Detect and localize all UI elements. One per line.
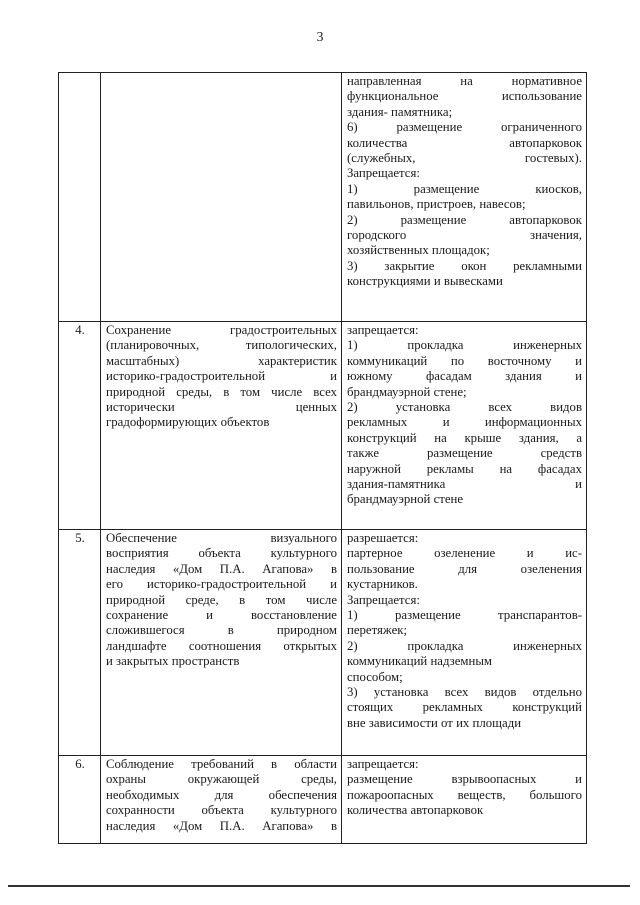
requirement-name-line: Сохранение градостроительных [106, 323, 337, 337]
regulation-text-line: 1) размещение транспарантов- [347, 608, 582, 623]
regulation-text-line: количества автопарковок [347, 135, 582, 150]
regulation-text-line: 2) размещение автопарковок [347, 212, 582, 227]
requirement-name-line: историко-градостроительной и [106, 369, 337, 384]
regulation-text-line: кустарников. [347, 577, 418, 592]
regulation-text-line: Запрещается: [347, 166, 420, 181]
regulation-text-line: южному фасадам здания и [347, 369, 582, 384]
requirement-name-line: восприятия объекта культурного [106, 546, 337, 561]
regulation-text-line: запрещается: [347, 323, 419, 337]
regulation-text-line: 1) размещение киосков, [347, 181, 582, 196]
requirement-name-line: необходимых для обеспечения [106, 787, 337, 802]
regulation-text-line: конструкций на крыше здания, а [347, 430, 582, 445]
requirement-name-line: сохранности объекта культурного [106, 803, 337, 818]
regulation-text-line: размещение взрывоопасных и [347, 772, 582, 787]
regulation-text-line: количества автопарковок [347, 803, 484, 818]
requirement-name-line: Обеспечение визуального [106, 531, 337, 545]
requirement-name-line: сложившегося в природном [106, 623, 337, 638]
regulation-text-line: рекламных и информационных [347, 415, 582, 430]
regulation-text-line: брандмауэрной стене; [347, 384, 467, 399]
regulation-text [342, 322, 587, 530]
regulation-text-line: партерное озеленение и ис- [347, 546, 582, 561]
regulation-text-line: 2) прокладка инженерных [347, 638, 582, 653]
regulation-text-line: Запрещается: [347, 592, 420, 607]
regulation-text-line: 2) установка всех видов [347, 400, 582, 415]
regulation-text-line: (служебных, гостевых). [347, 151, 582, 166]
requirement-name [101, 73, 342, 322]
table-row [59, 756, 587, 844]
regulation-text-line: пожароопасных веществ, большого [347, 787, 582, 802]
regulation-text [342, 530, 587, 756]
requirement-name-line: ландшафте соотношения открытых [106, 638, 337, 653]
requirement-name-line: градоформирующих объектов [106, 415, 270, 430]
regulation-text-line: 6) размещение ограниченного [347, 120, 582, 135]
table-row [59, 530, 587, 756]
row-number: 6. [59, 756, 101, 844]
requirement-name-line: его историко-градостроительной и [106, 577, 337, 592]
regulation-text-line: городского значения, [347, 228, 582, 243]
regulation-text-line: 3) установка всех видов отдельно [347, 685, 582, 700]
requirement-name-line: природной среды, в том числе всех [106, 384, 337, 399]
regulation-text-line: вне зависимости от их площади [347, 715, 522, 730]
row-number: 5. [59, 530, 101, 756]
regulation-text-line: перетяжек; [347, 623, 408, 638]
requirement-name-line: Соблюдение требований в области [106, 757, 337, 771]
regulation-text [342, 756, 587, 844]
regulation-text-line: коммуникаций по восточному и [347, 353, 582, 368]
requirement-name-line: сохранение и восстановление [106, 608, 337, 623]
requirement-name [101, 322, 342, 530]
requirement-name-line: масштабных) характеристик [106, 353, 337, 368]
regulation-text-line: наружной рекламы на фасадах [347, 461, 582, 476]
requirement-name-line: природной среде, в том числе [106, 592, 337, 607]
requirement-name-line: (планировочных, типологических, [106, 338, 337, 353]
row-number: 4. [59, 322, 101, 530]
regulation-text-line: 1) прокладка инженерных [347, 338, 582, 353]
regulations-table [58, 72, 587, 844]
regulation-text-line: функциональное использование [347, 89, 582, 104]
regulation-text-line: брандмауэрной стене [347, 492, 464, 507]
row-number [59, 73, 101, 322]
regulation-text-line: 3) закрытие окон рекламными [347, 258, 582, 273]
regulation-text-line: хозяйственных площадок; [347, 243, 490, 258]
regulation-text-line: здания-памятника и [347, 477, 582, 492]
requirement-name-line: наследия «Дом П.А. Агапова» в [106, 561, 337, 576]
regulation-text-line: павильонов, пристроев, навесов; [347, 197, 526, 212]
table-row [59, 73, 587, 322]
regulation-text-line: стоящих рекламных конструкций [347, 700, 582, 715]
requirement-name [101, 530, 342, 756]
page-number: 3 [316, 30, 324, 45]
requirement-name-line: охраны окружающей среды, [106, 772, 337, 787]
requirement-name-line: исторически ценных [106, 400, 337, 415]
regulation-text-line: здания- памятника; [347, 104, 453, 119]
regulation-text-line: конструкциями и вывесками [347, 274, 503, 289]
footer-rule [8, 885, 630, 887]
requirement-name [101, 756, 342, 844]
regulation-text-line: пользование для озеленения [347, 561, 582, 576]
requirement-name-line: наследия «Дом П.А. Агапова» в [106, 818, 337, 833]
requirement-name-line: и закрытых пространств [106, 654, 240, 669]
regulation-text-line: разрешается: [347, 531, 419, 545]
regulation-text-line: направленная на нормативное [347, 74, 582, 88]
regulation-text-line: запрещается: [347, 757, 419, 771]
regulation-text-line: коммуникаций надземным [347, 654, 493, 669]
table-row [59, 322, 587, 530]
regulation-text-line: способом; [347, 669, 403, 684]
regulation-text [342, 73, 587, 322]
regulation-text-line: также размещение средств [347, 446, 582, 461]
